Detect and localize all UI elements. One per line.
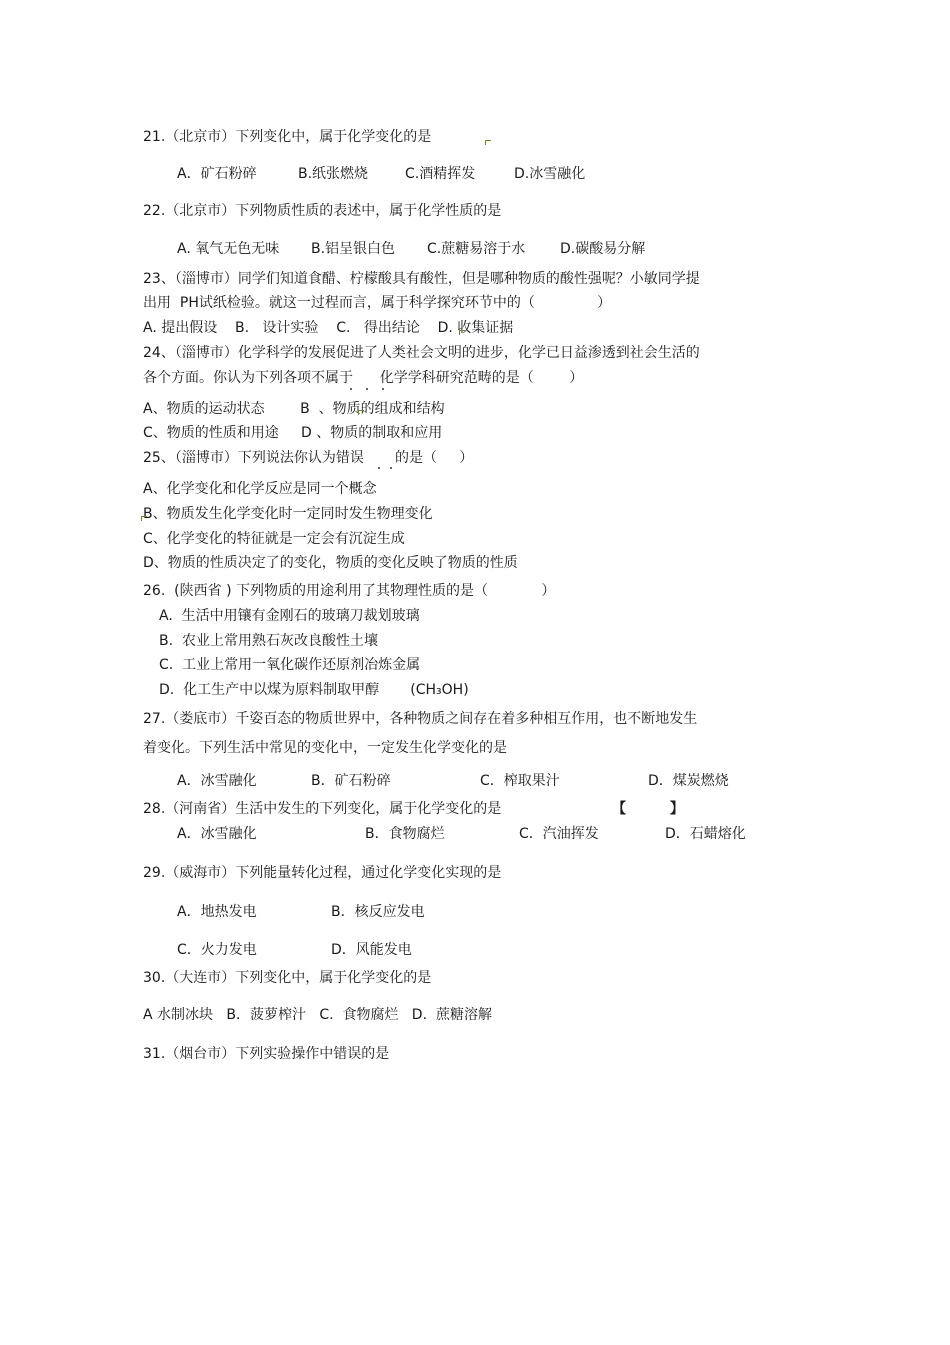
option-21-d: D.冰雪融化 [514, 166, 586, 182]
option-29-a: A．地热发电 [177, 904, 257, 920]
option-21-b: B.纸张燃烧 [298, 166, 369, 182]
option-27-b: B．矿石粉碎 [311, 773, 391, 789]
option-28-d: D．石蜡熔化 [665, 826, 746, 842]
emphasis-dot [390, 467, 392, 469]
question-24-line-1: 24、（淄博市）化学科学的发展促进了人类社会文明的进步，化学已日益渗透到社会生活的 [143, 345, 700, 361]
ink-mark [358, 410, 364, 415]
option-22-d: D.碳酸易分解 [560, 241, 646, 257]
question-28: 28.（河南省）生活中发生的下列变化，属于化学变化的是 [143, 801, 502, 817]
question-22: 22.（北京市）下列物质性质的表述中，属于化学性质的是 [143, 203, 502, 219]
ink-mark [141, 516, 147, 521]
option-28-a: A．冰雪融化 [177, 826, 257, 842]
option-26-c: C. 工业上常用一氧化碳作还原剂冶炼金属 [159, 657, 421, 673]
question-26: 26. (陕西省 ) 下列物质的用途利用了其物理性质的是（ ） [143, 583, 556, 599]
option-27-d: D．煤炭燃烧 [648, 773, 729, 789]
question-24-line-2: 各个方面。你认为下列各项不属于 化学学科研究范畴的是（ ） [143, 370, 584, 386]
options-24-cd: C、物质的性质和用途 D 、物质的制取和应用 [143, 425, 443, 441]
option-21-a: A．矿石粉碎 [177, 166, 257, 182]
ink-mark [459, 330, 465, 335]
option-21-c: C.酒精挥发 [405, 166, 476, 182]
options-23: A. 提出假设 B. 设计实验 C. 得出结论 D. 收集证据 [143, 320, 514, 336]
options-30: A 水制冰块 B．菠萝榨汁 C. 食物腐烂 D. 蔗糖溶解 [143, 1007, 492, 1023]
question-27-line-2: 着变化。下列生活中常见的变化中，一定发生化学变化的是 [143, 740, 507, 756]
option-27-a: A．冰雪融化 [177, 773, 257, 789]
option-27-c: C．榨取果汁 [480, 773, 560, 789]
options-24-ab: A、物质的运动状态 B 、物质的组成和结构 [143, 401, 445, 417]
option-22-c: C.蔗糖易溶于水 [427, 241, 526, 257]
option-26-b: B. 农业上常用熟石灰改良酸性土壤 [159, 633, 378, 649]
option-25-a: A、化学变化和化学反应是同一个概念 [143, 481, 377, 497]
option-25-b: B、物质发生化学变化时一定同时发生物理变化 [143, 506, 433, 522]
question-30: 30.（大连市）下列变化中，属于化学变化的是 [143, 970, 432, 986]
answer-bracket-28: 【 】 [612, 801, 684, 817]
option-29-b: B．核反应发电 [331, 904, 425, 920]
emphasis-dot [366, 388, 368, 390]
option-29-c: C．火力发电 [177, 942, 257, 958]
question-29: 29.（威海市）下列能量转化过程，通过化学变化实现的是 [143, 865, 502, 881]
option-28-c: C．汽油挥发 [519, 826, 599, 842]
question-25: 25、（淄博市）下列说法你认为错误 的是（ ） [143, 450, 474, 466]
question-21: 21.（北京市）下列变化中，属于化学变化的是 [143, 129, 432, 145]
emphasis-dot [382, 388, 384, 390]
option-28-b: B．食物腐烂 [365, 826, 445, 842]
option-26-a: A. 生活中用镶有金刚石的玻璃刀裁划玻璃 [159, 608, 420, 624]
question-27-line-1: 27.（娄底市）千姿百态的物质世界中，各种物质之间存在着多种相互作用，也不断地发生 [143, 711, 698, 727]
option-29-d: D．风能发电 [331, 942, 412, 958]
question-23-line-1: 23、（淄博市）同学们知道食醋、柠檬酸具有酸性，但是哪种物质的酸性强呢？小敏同学提 [143, 271, 700, 287]
option-22-b: B.铝呈银白色 [311, 241, 396, 257]
emphasis-dot [378, 467, 380, 469]
question-31: 31.（烟台市）下列实验操作中错误的是 [143, 1046, 390, 1062]
option-26-d: D. 化工生产中以煤为原料制取甲醇 (CH₃OH) [159, 682, 469, 698]
option-25-c: C、化学变化的特征就是一定会有沉淀生成 [143, 531, 405, 547]
option-25-d: D、物质的性质决定了的变化，物质的变化反映了物质的性质 [143, 555, 518, 571]
option-22-a: A. 氧气无色无味 [177, 241, 280, 257]
emphasis-dot [350, 388, 352, 390]
ink-mark [485, 140, 491, 145]
question-23-line-2: 出用 PH试纸检验。就这一过程而言，属于科学探究环节中的（ ） [143, 295, 612, 311]
